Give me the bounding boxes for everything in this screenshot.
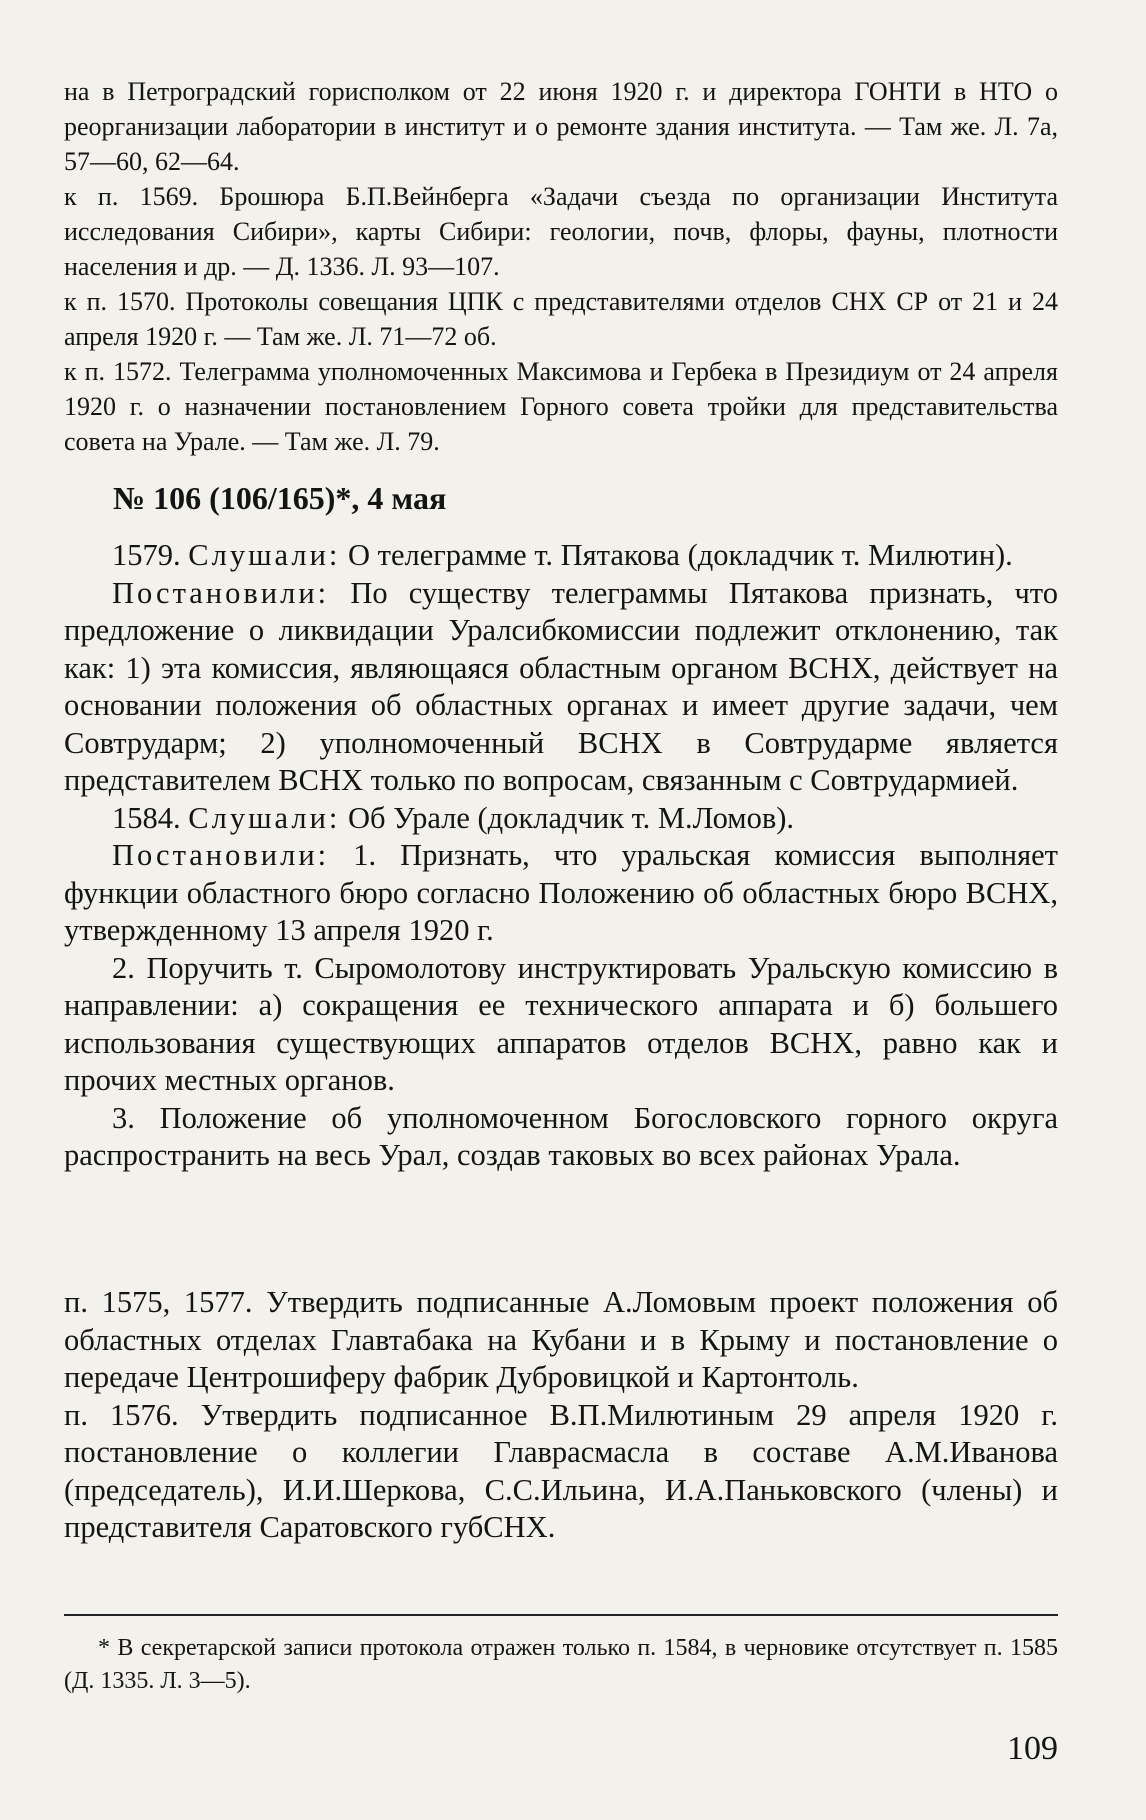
protocol-heading: № 106 (106/165)*, 4 мая [113,480,447,516]
appendix-paragraph: п. 1575, 1577. Утвердить подписанные А.Ломовым проект положения об областных отделах Главтабака на Кубани и в Крыму и постановление о передаче Центрошиферу фабрик Дубровицкой и Картонтоль. [64,1285,1058,1394]
item-text: О телеграмме т. Пятакова (докладчик т. Милютин). [340,538,1013,572]
note-paragraph: к п. 1570. Протоколы совещания ЦПК с представителями отделов СНХ СР от 21 и 24 апреля 1920 г. — Там же. Л. 71—72 об. [64,287,1058,351]
item-text: Об Урале (докладчик т. М.Ломов). [340,800,795,835]
top-notes [64,74,1058,459]
note-paragraph: на в Петроградский горисполком от 22 июня 1920 г. и директора ГОНТИ в НТО о реорганизации лаборатории в институт и о ремонте здания института. — Там же. Л. 7а, 57—60, 62—64. [64,77,1058,176]
appendix-paragraph: п. 1576. Утвердить подписанное В.П.Милютиным 29 апреля 1920 г. постановление о коллегии Главрасмасла в составе А.М.Иванова (председатель), И.И.Шеркова, С.С.Ильина, И.А.Паньковского (члены) и представителя Саратовского губСНХ. [64,1397,1058,1544]
item-text: По существу телеграммы Пятакова признать, что предложение о ликвидации Уралсибкомиссии подлежит отклонению, так как: 1) эта комиссия, являющаяся областным органом ВСНХ, действует на основании положения об областных органах и имеет другие задачи, чем Совтрударм; 2) уполномоченный ВСНХ в Совтрударме является представителем ВСНХ только по вопросам, связанным с Совтрудармией. [64,575,1058,797]
item-number: 1584. [112,800,189,835]
footnote-divider [64,1614,1058,1616]
item-1579-heard [64,537,1058,575]
footnote-text: * В секретарской записи протокола отражен только п. 1584, в черновике отсутствует п. 1585 (Д. 1335. Л. 3—5). [64,1635,1058,1694]
heard-keyword: Слушали: [188,800,341,835]
item-number: 1579. [112,538,189,572]
note-paragraph: к п. 1569. Брошюра Б.П.Вейнберга «Задачи съезда по организации Института исследования Сибири», карты Сибири: геологии, почв, флоры, фауны, плотности населения и др. — Д. 1336. Л. 93—107. [64,182,1058,281]
appendix-notes [64,1284,1058,1547]
item-1584-resolved-1 [64,837,1058,950]
footnote [64,1632,1058,1698]
item-1584-heard [64,800,1058,838]
protocol-body [64,537,1058,1175]
note-paragraph: к п. 1572. Телеграмма уполномоченных Максимова и Гербека в Президиум от 24 апреля 1920 г. о назначении постановлением Горного совета тройки для представительства совета на Урале. — Там же. Л. 79. [64,357,1058,456]
item-1584-resolved-2: 2. Поручить т. Сыромолотову инструктировать Уральскую комиссию в направлении: а) сокращения ее технического аппарата и б) большего использования существующих аппаратов отделов ВСНХ, равно как и прочих местных органов. [64,950,1058,1097]
item-1584-resolved-3: 3. Положение об уполномоченном Богословского горного округа распространить на весь Урал, создав таковых во всех районах Урала. [64,1100,1058,1172]
item-1579-resolved [64,575,1058,800]
resolved-keyword: Постановили: [112,575,330,610]
item-text: 1. Признать, что уральская комиссия выполняет функции областного бюро согласно Положению об областных бюро ВСНХ, утвержденному 13 апреля 1920 г. [64,838,1058,947]
page-number: 109 [1007,1730,1058,1767]
resolved-keyword: Постановили: [112,838,330,872]
heard-keyword: Слушали: [188,538,341,572]
